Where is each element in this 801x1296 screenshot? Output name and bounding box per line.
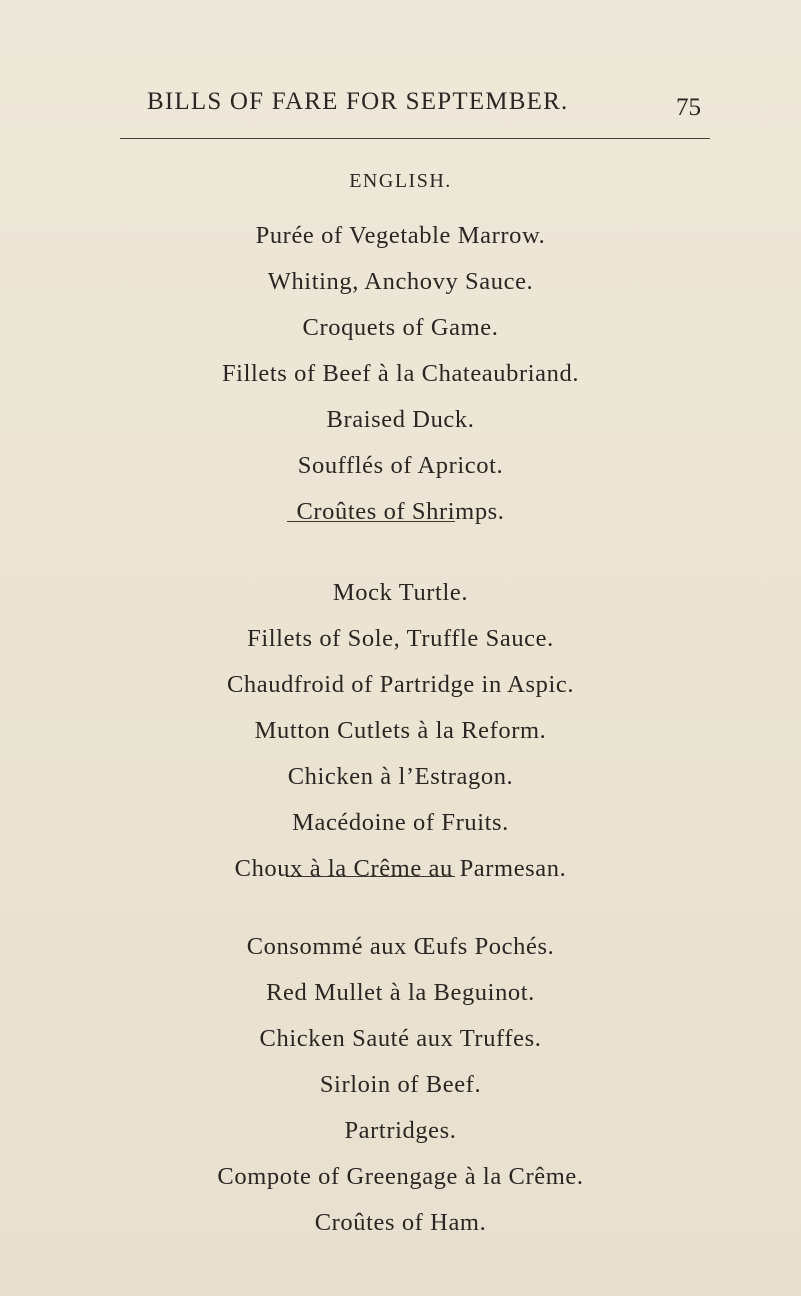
menu-dish: Consommé aux Œufs Pochés. xyxy=(246,933,555,960)
menu-dish: Purée of Vegetable Marrow. xyxy=(255,222,546,249)
menu-dish: Compote of Greengage à la Crême. xyxy=(217,1163,584,1190)
menu-dish: Choux à la Crême au Parmesan. xyxy=(234,855,567,882)
menu-dish: Chicken Sauté aux Truffes. xyxy=(259,1025,542,1052)
menu-dish: Chaudfroid of Partridge in Aspic. xyxy=(226,671,575,698)
menu-dish: Partridges. xyxy=(344,1117,457,1144)
menu-dish: Croûtes of Ham. xyxy=(314,1209,487,1236)
menu-dish: Sirloin of Beef. xyxy=(319,1071,482,1098)
menu-divider xyxy=(287,521,455,522)
menu-dish: Fillets of Beef à la Chateaubriand. xyxy=(221,360,580,387)
bill-of-fare-2 xyxy=(0,570,801,892)
bill-of-fare-3 xyxy=(0,924,801,1246)
menu-dish: Mutton Cutlets à la Reform. xyxy=(254,717,547,744)
page-number: 75 xyxy=(676,94,701,121)
menu-dish: Croûtes of Shrimps. xyxy=(296,498,505,525)
section-title: ENGLISH. xyxy=(349,170,452,192)
menu-divider xyxy=(286,876,455,877)
menu-dish: Chicken à l’Estragon. xyxy=(287,763,514,790)
menu-dish: Macédoine of Fruits. xyxy=(292,809,509,836)
header-rule xyxy=(120,138,710,139)
menu-dish: Whiting, Anchovy Sauce. xyxy=(267,268,534,295)
menu-dish: Mock Turtle. xyxy=(332,579,469,606)
running-head-title: BILLS OF FARE FOR SEPTEMBER. xyxy=(147,88,569,115)
menu-dish: Croquets of Game. xyxy=(302,314,499,341)
menu-dish: Soufflés of Apricot. xyxy=(297,452,504,479)
bill-of-fare-1 xyxy=(0,213,801,535)
menu-dish: Fillets of Sole, Truffle Sauce. xyxy=(247,625,554,652)
menu-dish: Braised Duck. xyxy=(326,406,475,433)
menu-dish: Red Mullet à la Beguinot. xyxy=(266,979,535,1006)
